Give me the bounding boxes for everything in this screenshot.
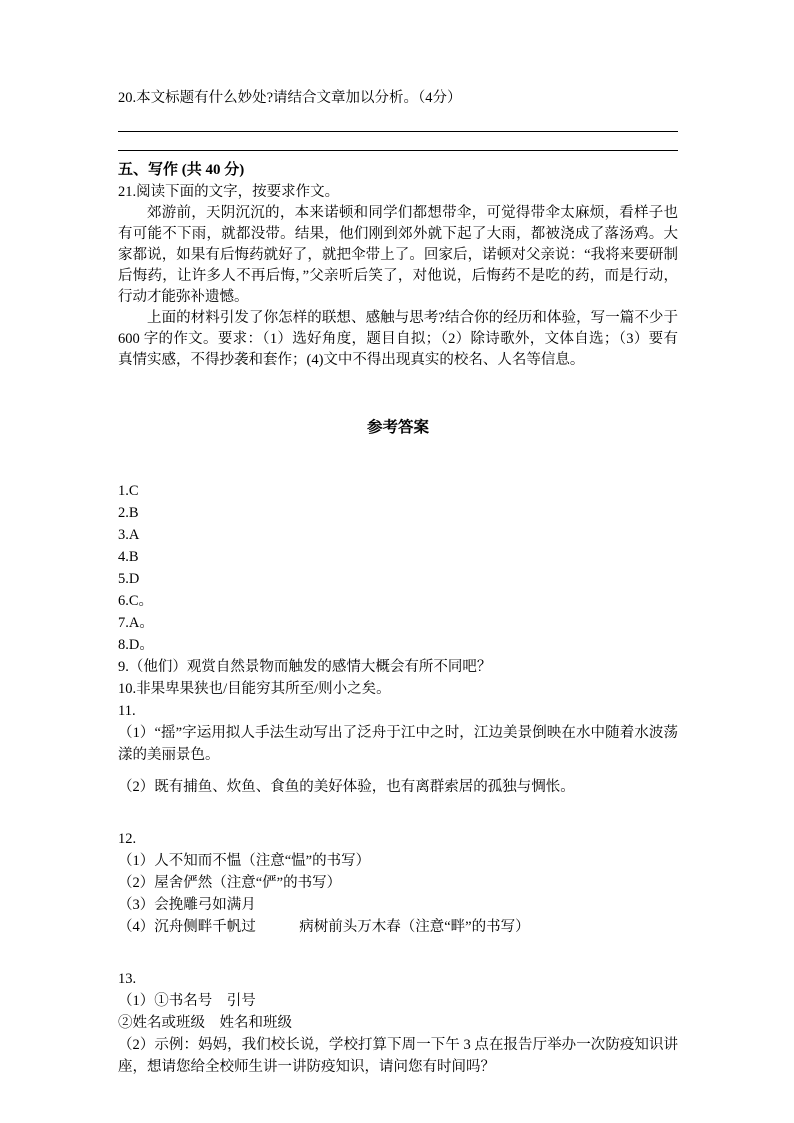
answer-line-12: 12. (118, 831, 137, 847)
answer-line-9: 9.（他们）观赏自然景物而触发的感情大概会有所不同吧？ (118, 659, 492, 675)
question-20: 20.本文标题有什么妙处?请结合文章加以分析。（4分） (118, 90, 462, 106)
answer-line-6: 6.C。 (118, 593, 154, 609)
answer-13-sub-1: （1）①书名号 引号 (118, 993, 256, 1009)
question-21-material-paragraph: 郊游前，天阴沉沉的，本来诺顿和同学们都想带伞，可觉得带伞太麻烦，看样子也有可能不下雨，就都没带。结果，他们刚到郊外就下起了大雨，都被浇成了落汤鸡。大家都说，如果有后悔药就好了，就把伞带上了。回家后，诺顿对父亲说：“我将来要研制后悔药，让许多人不再后悔，”父亲听后笑了，对他说，后悔药不是吃的药，而是行动，行动才能弥补遗憾。 (118, 205, 678, 305)
question-21-requirements-paragraph: 上面的材料引发了你怎样的联想、感触与思考?结合你的经历和体验，写一篇不少于600 字的作文。要求：（1）选好角度，题目自拟；（2）除诗歌外，文体自选；（3）要有真情实感，不得抄袭和套作；(4)文中不得出现真实的校名、人名等信息。 (118, 310, 678, 368)
section-5-heading: 五、写作 (共 40 分) (118, 162, 245, 178)
answer-line-11: 11. (118, 703, 136, 719)
answer-13-sub-3: （2）示例：妈妈，我们校长说，学校打算下周一下午 3 点在报告厅举办一次防疫知识讲座，想请您给全校师生讲一讲防疫知识，请问您有时间吗？ (118, 1037, 678, 1075)
answer-line-4: 4.B (118, 549, 139, 565)
answer-blank-line (118, 131, 678, 132)
answer-line-7: 7.A。 (118, 615, 154, 631)
answer-line-2: 2.B (118, 505, 139, 521)
answer-11-sub-2: （2）既有捕鱼、炊鱼、食鱼的美好体验，也有离群索居的孤独与惆怅。 (118, 779, 575, 795)
answer-12-sub-3: （3）会挽雕弓如满月 (118, 897, 256, 913)
answer-blank-line (118, 150, 678, 151)
answer-line-5: 5.D (118, 571, 140, 587)
answer-12-sub-1: （1）人不知而不愠（注意“愠”的书写） (118, 853, 371, 869)
answer-line-10: 10.非果卑果狭也/目能穷其所至/则小之矣。 (118, 681, 391, 697)
answer-12-sub-4: （4）沉舟侧畔千帆过 病树前头万木春（注意“畔”的书写） (118, 919, 530, 935)
page-content (118, 88, 678, 1078)
answer-line-8: 8.D。 (118, 637, 154, 653)
answer-key-title: 参考答案 (366, 419, 429, 436)
answer-12-sub-2: （2）屋舍俨然（注意“俨”的书写） (118, 875, 342, 891)
answer-line-1: 1.C (118, 483, 139, 499)
answer-line-3: 3.A (118, 527, 140, 543)
answer-line-13: 13. (118, 971, 137, 987)
answer-11-sub-1: （1）“摇”字运用拟人手法生动写出了泛舟于江中之时，江边美景倒映在水中随着水波荡漾的美丽景色。 (118, 725, 678, 763)
answer-13-sub-2: ②姓名或班级 姓名和班级 (118, 1015, 292, 1031)
question-21-lead: 21.阅读下面的文字，按要求作文。 (118, 184, 340, 200)
